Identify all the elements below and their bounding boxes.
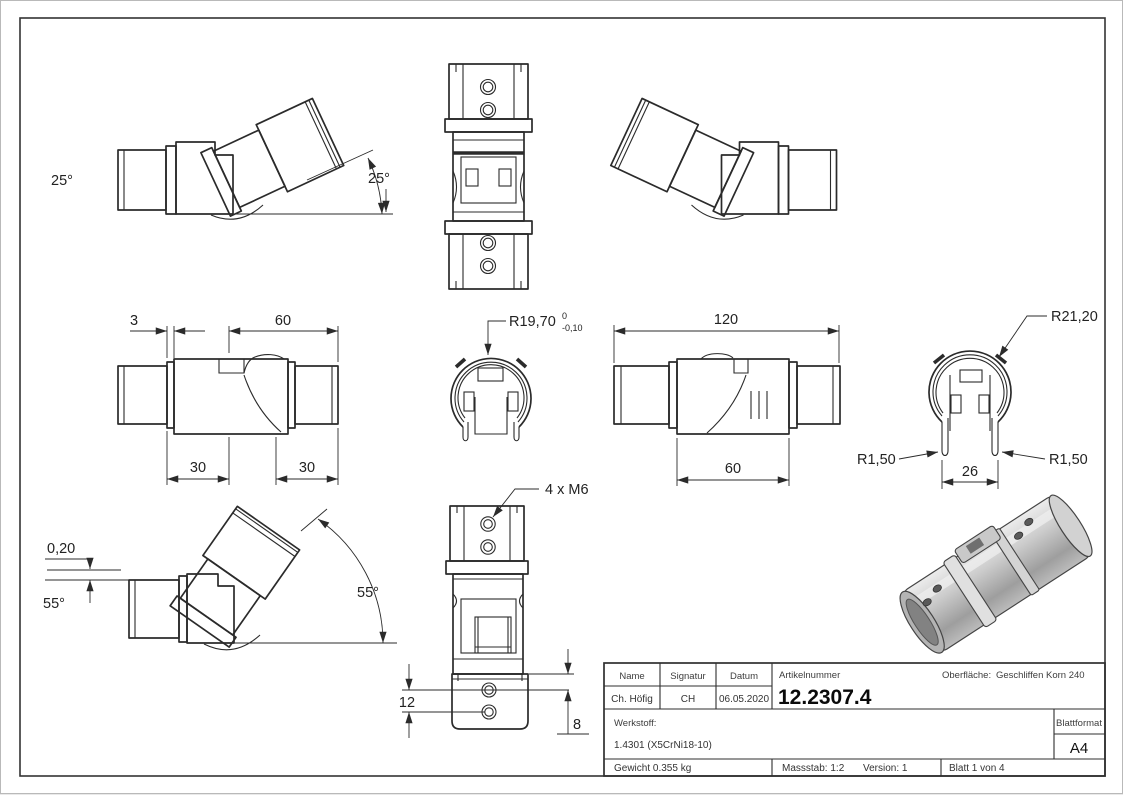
- dim-26: 26: [961, 464, 979, 480]
- tb-werkstoff-label: Werkstoff:: [614, 718, 657, 729]
- dim-8: 8: [573, 717, 582, 733]
- tb-name-label: Name: [619, 671, 645, 682]
- cad-drawing: [1, 1, 1123, 795]
- dim-020: 0,20: [47, 541, 76, 557]
- dim-r150-right: R1,50: [1049, 452, 1088, 468]
- tb-name-value: Ch. Höfig: [611, 694, 653, 705]
- dim-30-left: 30: [189, 460, 207, 476]
- dim-angle-55: 55°: [357, 585, 379, 601]
- label-angle-55: 55°: [43, 596, 65, 612]
- tb-signatur-value: CH: [680, 694, 696, 705]
- dim-120: 120: [713, 312, 739, 328]
- dim-3: 3: [129, 313, 139, 329]
- tb-blattformat-label: Blattformat: [1056, 718, 1102, 729]
- tb-gewicht: Gewicht 0.355 kg: [614, 763, 692, 774]
- dim-r1970: R19,70: [509, 314, 556, 330]
- tb-massstab: Massstab: 1:2: [782, 763, 845, 774]
- tb-blatt: Blatt 1 von 4: [949, 763, 1005, 774]
- dim-60-top: 60: [274, 313, 292, 329]
- tb-oberflaeche-label: Oberfläche:: [942, 670, 992, 681]
- tb-datum-label: Datum: [730, 671, 758, 682]
- tb-version: Version: 1: [863, 763, 908, 774]
- dim-r2120: R21,20: [1051, 309, 1098, 325]
- label-angle-25: 25°: [51, 173, 73, 189]
- tb-artikelnummer-value: 12.2307.4: [778, 686, 872, 709]
- dim-4xm6: 4 x M6: [545, 482, 589, 498]
- tb-oberflaeche-value: Geschliffen Korn 240: [996, 670, 1085, 681]
- tb-signatur-label: Signatur: [670, 671, 706, 682]
- dim-angle-25: 25°: [368, 171, 390, 187]
- tb-werkstoff-value: 1.4301 (X5CrNi18-10): [614, 740, 712, 751]
- dim-60-bottom: 60: [724, 461, 742, 477]
- tb-artikelnummer-label: Artikelnummer: [779, 670, 841, 681]
- dim-30-right: 30: [298, 460, 316, 476]
- dim-r1970-tol-upper: 0: [562, 311, 568, 321]
- dim-r1970-tol-lower: -0,10: [562, 323, 583, 333]
- tb-blattformat-value: A4: [1069, 740, 1089, 757]
- dim-r150-left: R1,50: [857, 452, 896, 468]
- dim-12: 12: [398, 695, 416, 711]
- tb-datum-value: 06.05.2020: [718, 694, 770, 705]
